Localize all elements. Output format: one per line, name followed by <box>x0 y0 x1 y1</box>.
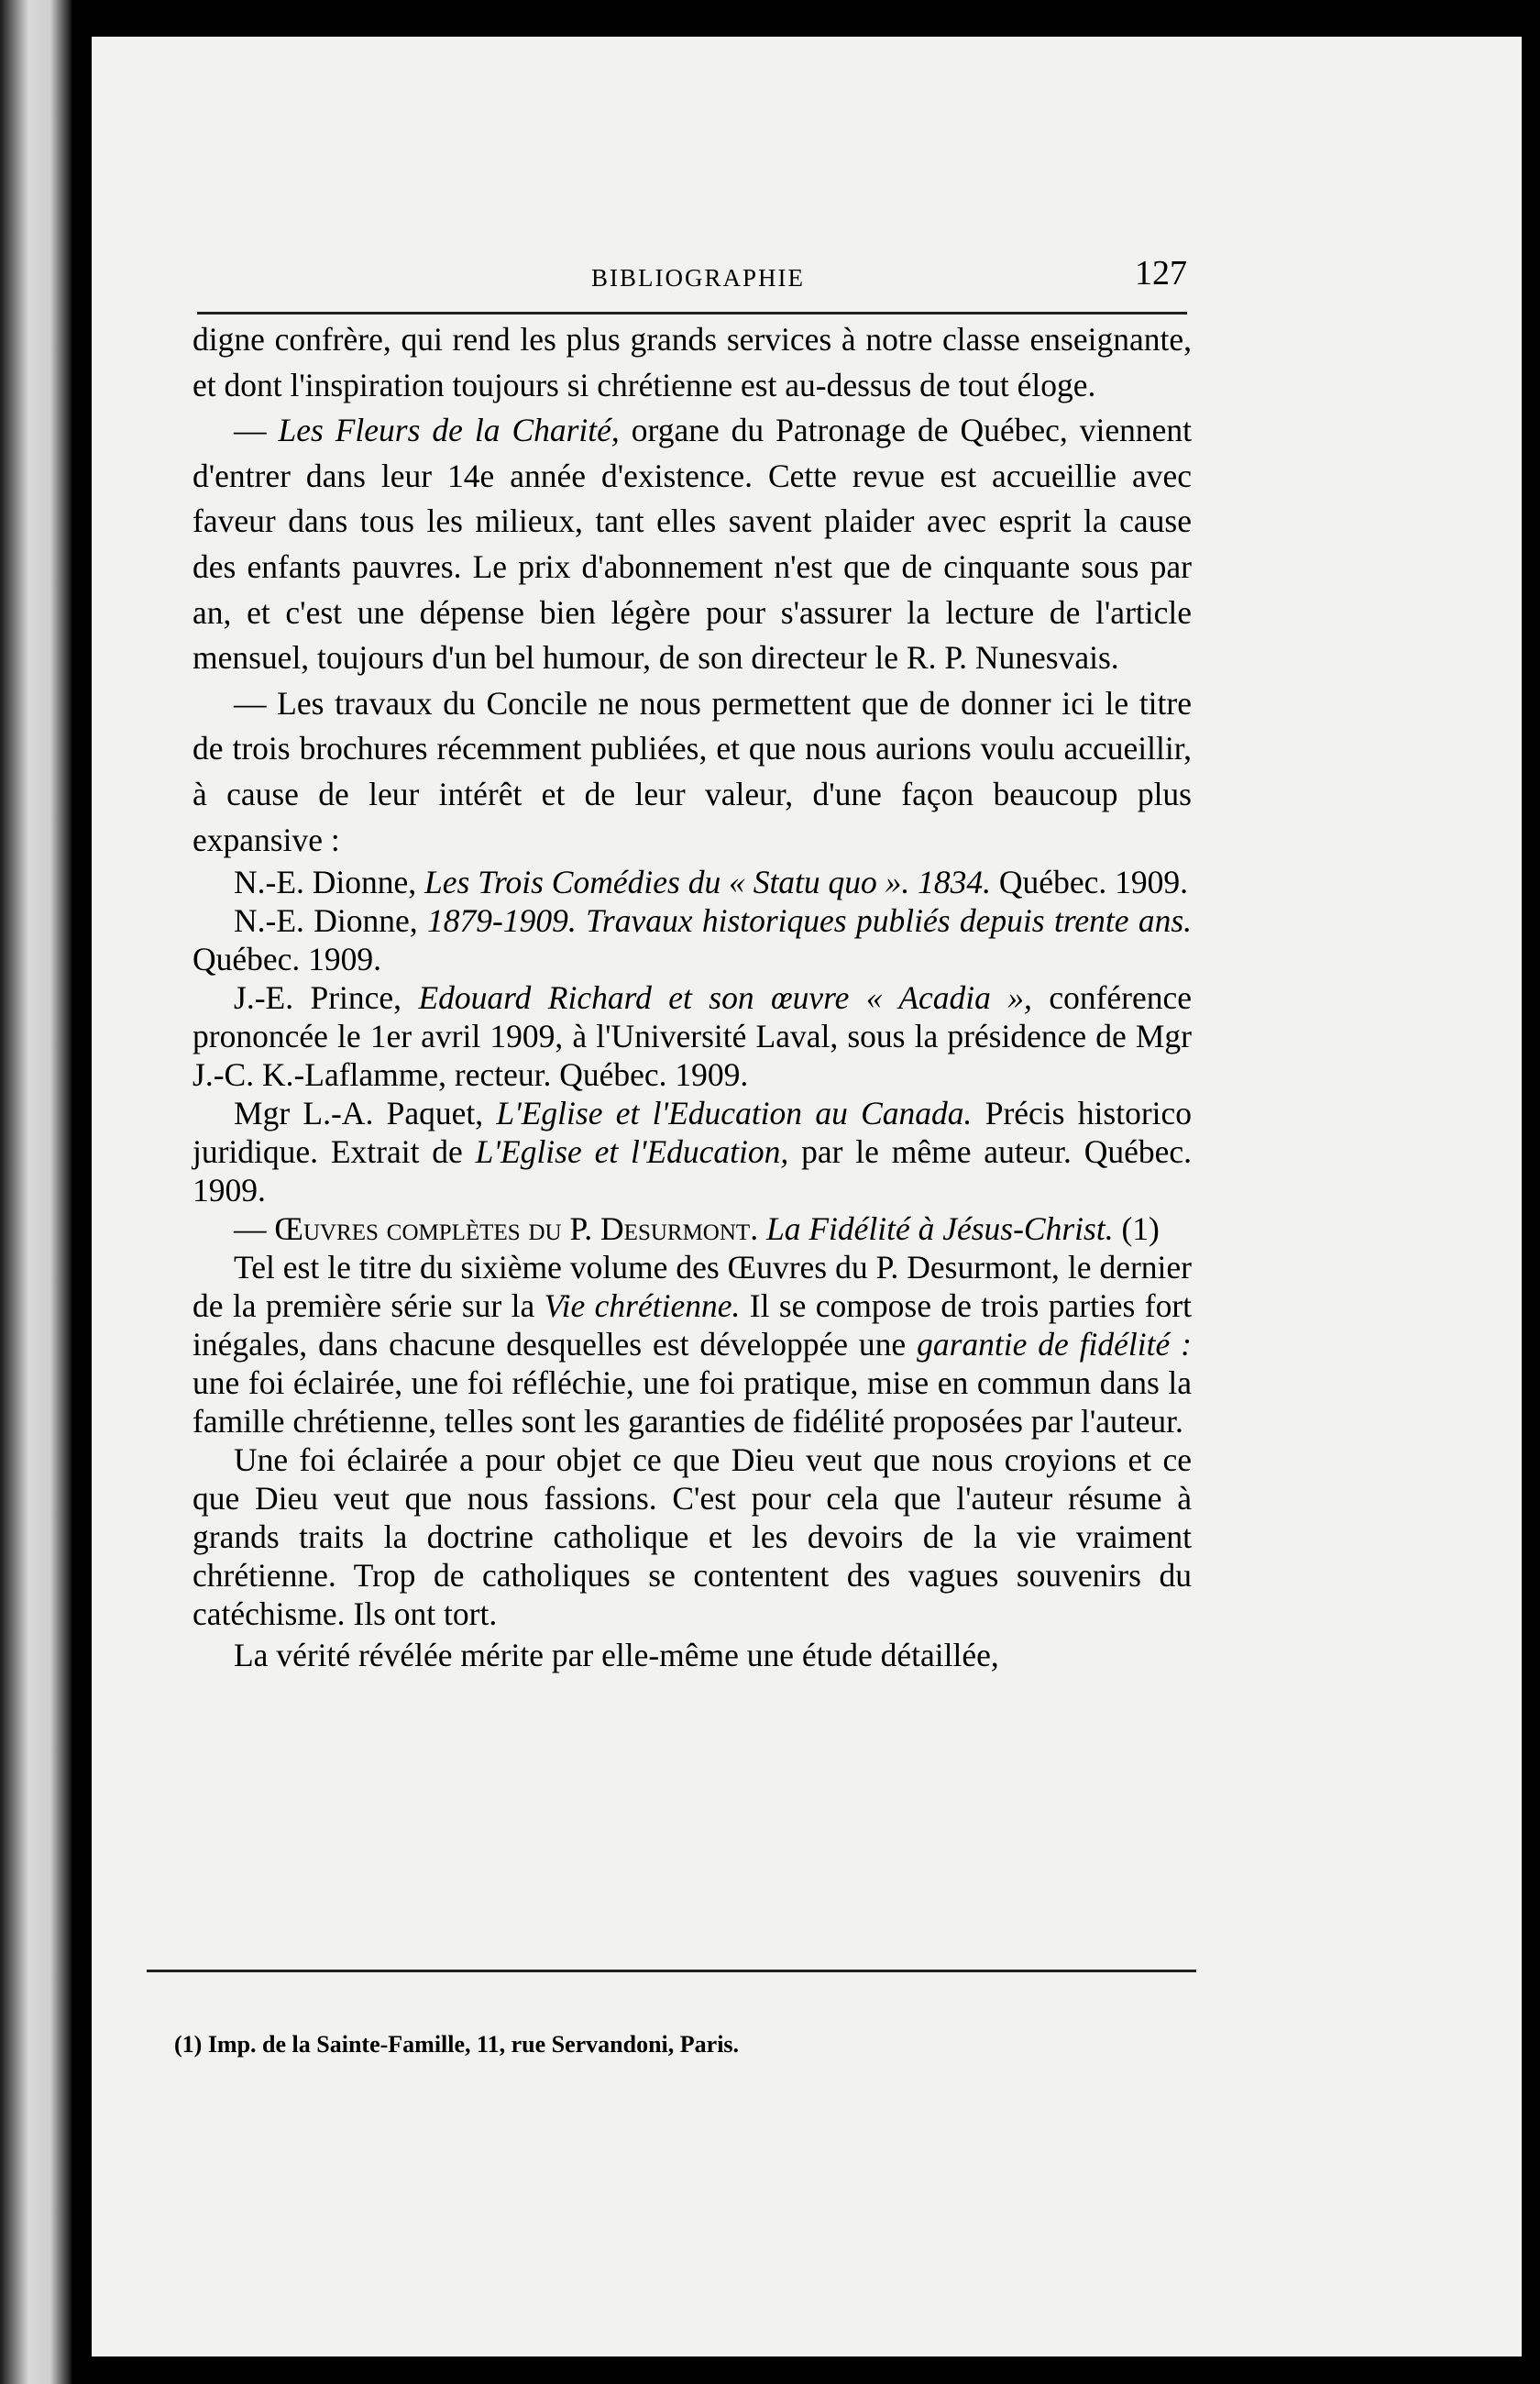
running-title: BIBLIOGRAPHIE <box>591 264 805 292</box>
body-text <box>192 317 1192 1679</box>
footnote-ref: (1) <box>1121 1210 1160 1248</box>
footnote: (1) Imp. de la Sainte-Famille, 11, rue Servandoni, Paris. <box>174 2031 740 2058</box>
bibliography-entry: Mgr L.-A. Paquet, L'Eglise et l'Education au Canada. Précis historico juridique. Extrait de L'Eglise et l'Education, par le même auteur. Québec. 1909. <box>192 1095 1193 1209</box>
header-rule <box>197 312 1187 315</box>
page-number: 127 <box>1135 254 1187 292</box>
paragraph-foi-eclairee: Une foi éclairée a pour objet ce que Dieu veut que nous croyions et ce que Dieu veut que nous fassions. C'est pour cela que l'auteur résume à grands traits la doctrine catholique et les devoirs de la vie vraiment chrétienne. Trop de catholiques se contentent des vagues souvenirs du catéchisme. Ils ont tort. <box>192 1441 1192 1633</box>
bibliography-entry: N.-E. Dionne, Les Trois Comédies du « Statu quo ». 1834. Québec. 1909. <box>234 864 1188 901</box>
adjacent-page-edge <box>0 0 72 2384</box>
periodical-title: Les Fleurs de la Charité, <box>278 412 620 449</box>
footnote-rule <box>147 1970 1196 1972</box>
paragraph-concile: — Les travaux du Concile ne nous permettent que de donner ici le titre de trois brochures récemment publiées, et que nous aurions voulu accueillir, à cause de leur intérêt et de leur valeur, d'une façon beaucoup plus expansive : <box>192 684 1192 858</box>
bibliography-entry: N.-E. Dionne, 1879-1909. Travaux historiques publiés depuis trente ans. Québec. 1909. <box>192 902 1193 978</box>
paragraph-fleurs: — Les Fleurs de la Charité, organe du Patronage de Québec, viennent d'entrer dans leur 14e année d'existence. Cette revue est accueillie avec faveur dans tous les milieux, tant elles savent plaider avec esprit la cause des enfants pauvres. Le prix d'abonnement n'est que de cinquante sous par an, et c'est une dépense bien légère pour s'assurer la lecture de l'article mensuel, toujours d'un bel humour, de son directeur le R. P. Nunesvais. <box>192 412 1193 677</box>
paragraph-verite: La vérité révélée mérite par elle-même une étude détaillée, <box>234 1637 999 1674</box>
paragraph-desurmont: — Œuvres complètes du P. Desurmont. La Fidélité à Jésus-Christ. (1) <box>234 1210 1160 1248</box>
bibliography-entry: J.-E. Prince, Edouard Richard et son œuvre « Acadia », conférence prononcée le 1er avril 1909, à l'Université Laval, sous la présidence de Mgr J.-C. K.-Laflamme, recteur. Québec. 1909. <box>192 979 1193 1094</box>
paragraph-continuation: digne confrère, qui rend les plus grands services à notre classe enseignante, et dont l'inspiration toujours si chrétienne est au-dessus de tout éloge. <box>192 321 1192 403</box>
page-header <box>197 249 1187 304</box>
paragraph-sixieme-volume: Tel est le titre du sixième volume des Œuvres du P. Desurmont, le dernier de la première série sur la Vie chrétienne. Il se compose de trois parties fort inégales, dans chacune desquelles est développée une garantie de fidélité : une foi éclairée, une foi réfléchie, une foi pratique, mise en commun dans la famille chrétienne, telles sont les garanties de fidélité proposées par l'auteur. <box>192 1249 1193 1440</box>
